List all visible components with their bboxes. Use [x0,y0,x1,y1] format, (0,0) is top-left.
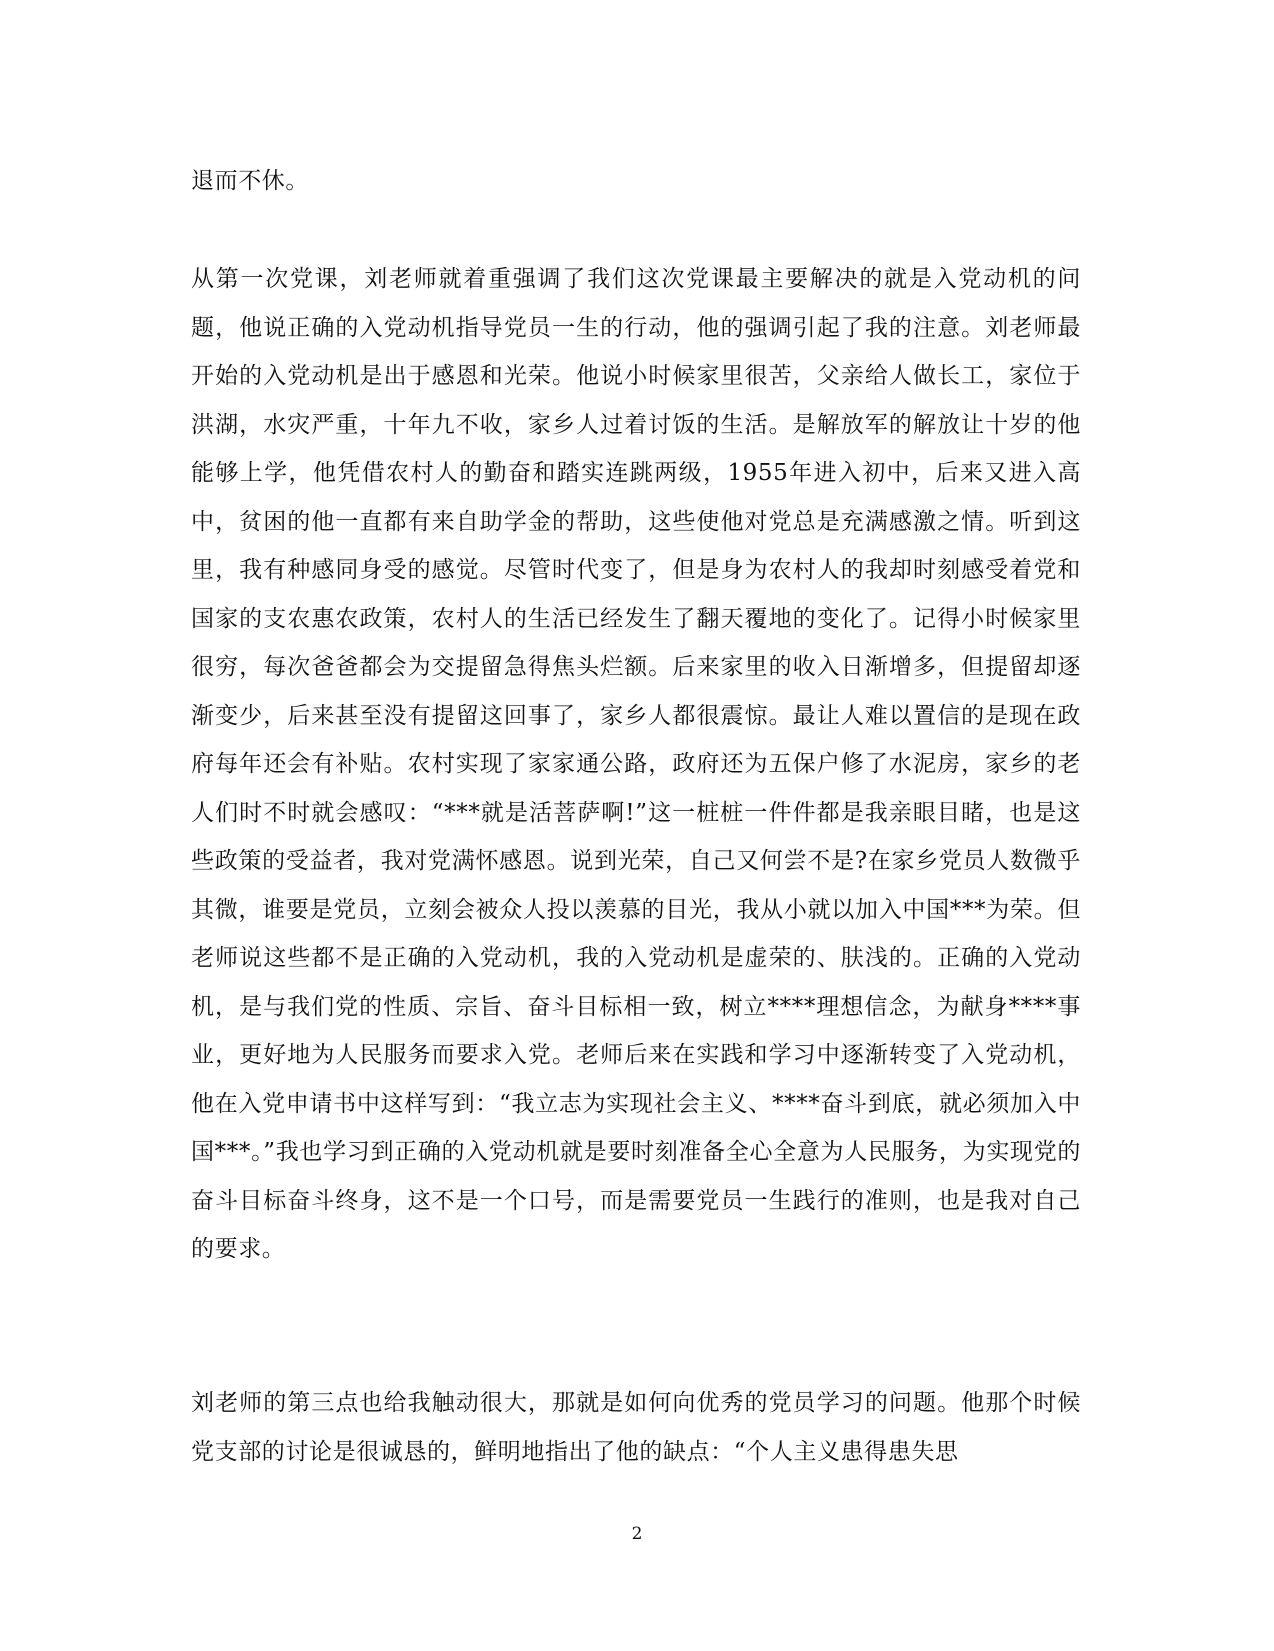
paragraph-party-motivation: 从第一次党课，刘老师就着重强调了我们这次党课最主要解决的就是入党动机的问题，他说正确的入党动机指导党员一生的行动，他的强调引起了我的注意。刘老师最开始的入党动机是出于感恩和光荣。他说小时候家里很苦，父亲给人做长工，家位于洪湖，水灾严重，十年九不收，家乡人过着讨饭的生活。是解放军的解放让十岁的他能够上学，他凭借农村人的勤奋和踏实连跳两级，1955年进入初中，后来又进入高中，贫困的他一直都有来自助学金的帮助，这些使他对党总是充满感激之情。听到这里，我有种感同身受的感觉。尽管时代变了，但是身为农村人的我却时刻感受着党和国家的支农惠农政策，农村人的生活已经发生了翻天覆地的变化了。记得小时候家里很穷，每次爸爸都会为交提留急得焦头烂额。后来家里的收入日渐增多，但提留却逐渐变少，后来甚至没有提留这回事了，家乡人都很震惊。最让人难以置信的是现在政府每年还会有补贴。农村实现了家家通公路，政府还为五保户修了水泥房，家乡的老人们时不时就会感叹：“***就是活菩萨啊!”这一桩桩一件件都是我亲眼目睹，也是这些政策的受益者，我对党满怀感恩。说到光荣，自己又何尝不是?在家乡党员人数微乎其微，谁要是党员，立刻会被众人投以羡慕的目光，我从小就以加入中国***为荣。但老师说这些都不是正确的入党动机，我的入党动机是虚荣的、肤浅的。正确的入党动机，是与我们党的性质、宗旨、奋斗目标相一致，树立****理想信念，为献身****事业，更好地为人民服务而要求入党。老师后来在实践和学习中逐渐转变了入党动机，他在入党申请书中这样写到：“我立志为实现社会主义、****奋斗到底，就必须加入中国***。”我也学习到正确的入党动机就是要时刻准备全心全意为人民服务，为实现党的奋斗目标奋斗终身，这不是一个口号，而是需要党员一生践行的准则，也是我对自己的要求。 [191,266,1081,1262]
page-number: 2 [631,1524,643,1544]
paragraph-learning-from-members: 刘老师的第三点也给我触动很大，那就是如何向优秀的党员学习的问题。他那个时候党支部的讨论是很诚恳的，鲜明地指出了他的缺点：“个人主义患得患失思 [191,1390,1081,1465]
paragraph-continuation: 退而不休。 [191,168,309,194]
